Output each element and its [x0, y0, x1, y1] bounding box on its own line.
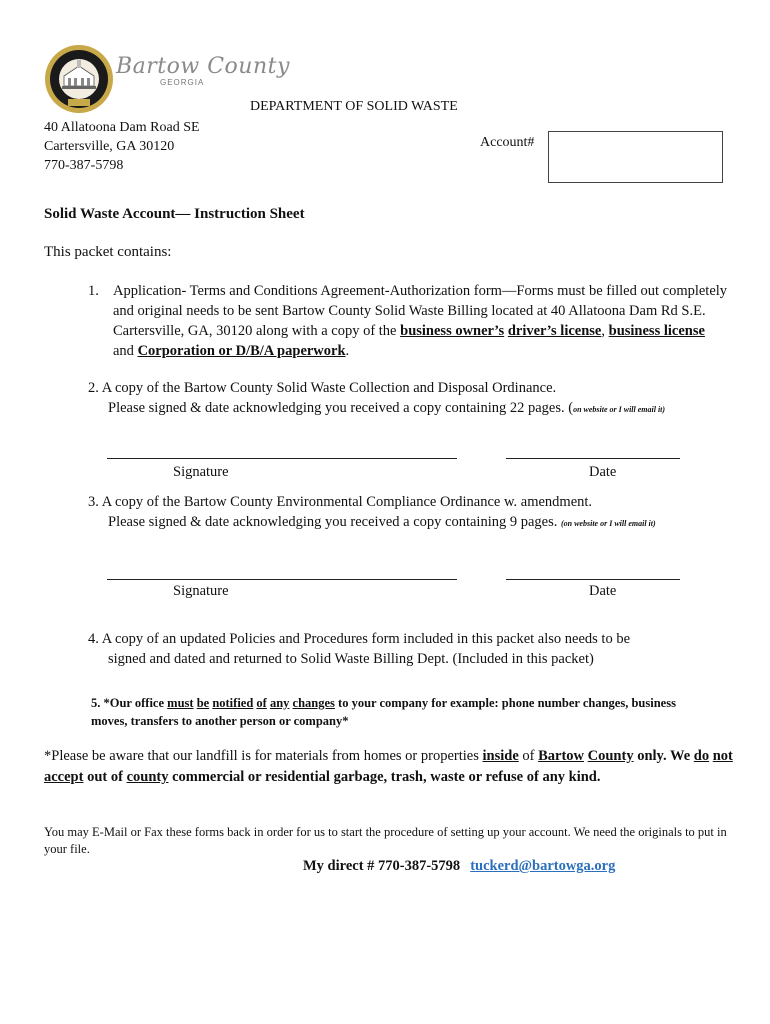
list-item-5 [91, 694, 711, 730]
address-street: 40 Allatoona Dam Road SE [44, 120, 200, 135]
signature-line-1[interactable] [107, 458, 457, 459]
item5-rest: to your company for example: phone number changes, business moves, transfers to another person or company* [91, 696, 676, 728]
email-fax-note: You may E-Mail or Fax these forms back in order for us to start the procedure of setting up your account. We need the originals to put in your file. [44, 825, 727, 856]
item4-line2: signed and dated and returned to Solid Waste Billing Dept. (Included in this packet) [108, 651, 594, 667]
document-title: Solid Waste Account— Instruction Sheet [44, 206, 305, 222]
signature-line-2[interactable] [107, 579, 457, 580]
item2-line2 [108, 398, 738, 420]
notice-not: not [712, 748, 733, 764]
item3-note: (on website or I will email it) [560, 519, 656, 528]
address-phone: 770-387-5798 [44, 158, 124, 173]
item-number: 1. [88, 283, 99, 299]
item1-text: Application- Terms and Conditions Agreement-Authorization form—Forms must be filled out completely and original needs to be sent Bartow County Solid Waste Billing located at 40 Allatoona Dam Rd S.E. Cartersville, GA, 30120 along with a copy of the [113, 283, 728, 339]
direct-phone: My direct # 770-387-5798 [303, 858, 461, 874]
business-license-text: business license [608, 323, 705, 339]
notice-accept: accept [44, 769, 84, 785]
county-seal-logo [44, 44, 114, 114]
item5-notified: notified [212, 696, 254, 710]
item-text [113, 281, 728, 361]
notice-rest: commercial or residential garbage, trash, waste or refuse of any kind. [168, 769, 601, 785]
list-item-4 [88, 629, 738, 669]
item4-line1: 4. A copy of an updated Policies and Procedures form included in this packet also needs to be [88, 631, 631, 647]
item5-must: must [167, 696, 194, 710]
date-label-2: Date [589, 583, 617, 599]
and-text: and [113, 343, 138, 359]
notice-lead: *Please be aware that our landfill is for materials from homes or properties [44, 748, 483, 764]
item5-changes: changes [292, 696, 335, 710]
intro-text: This packet contains: [44, 244, 172, 260]
item1-end: . [345, 343, 350, 359]
mailing-address [44, 118, 200, 175]
list-item-2 [88, 378, 738, 420]
email-link[interactable]: tuckerd@bartowga.org [470, 858, 616, 874]
date-label-1: Date [589, 464, 617, 480]
notice-of: of [518, 748, 539, 764]
item5-lead: 5. *Our office [91, 696, 168, 710]
notice-county: County [587, 748, 634, 764]
address-city: Cartersville, GA 30120 [44, 139, 175, 154]
item3-line2 [108, 512, 738, 534]
signature-label-2: Signature [173, 583, 229, 599]
date-line-1[interactable] [506, 458, 680, 459]
item5-of: of [256, 696, 267, 710]
notice-inside: inside [482, 748, 519, 764]
item3-line1: 3. A copy of the Bartow County Environmental Compliance Ordinance w. amendment. [88, 494, 593, 510]
notice-do: do [693, 748, 710, 764]
item2-note: on website or I will email it) [573, 405, 666, 414]
item3-line2-text: Please signed & date acknowledging you received a copy containing 9 pages. [108, 514, 561, 530]
separator: , [601, 323, 609, 339]
landfill-notice [44, 746, 734, 788]
account-label: Account# [480, 135, 535, 150]
item5-be: be [196, 696, 210, 710]
item2-line2-text: Please signed & date acknowledging you received a copy containing 22 pages. ( [108, 400, 574, 416]
department-heading: DEPARTMENT OF SOLID WASTE [250, 99, 458, 114]
notice-only: only [633, 748, 663, 764]
business-owner-text: business owner’s [400, 323, 505, 339]
list-item-3 [88, 492, 738, 534]
notice-county-2: county [126, 769, 169, 785]
direct-contact [303, 858, 615, 875]
account-number-field[interactable] [548, 131, 723, 183]
item2-line1: 2. A copy of the Bartow County Solid Waste Collection and Disposal Ordinance. [88, 380, 557, 396]
drivers-license-text: driver’s license [507, 323, 602, 339]
county-name-logo: Bartow County [116, 54, 290, 79]
list-item-1 [88, 281, 728, 361]
notice-out-of: out of [83, 769, 127, 785]
notice-we: . We [663, 748, 694, 764]
date-line-2[interactable] [506, 579, 680, 580]
notice-bartow: Bartow [538, 748, 585, 764]
item5-any: any [269, 696, 290, 710]
signature-label-1: Signature [173, 464, 229, 480]
corporation-paperwork-text: Corporation or D/B/A paperwork [137, 343, 346, 359]
county-state-logo: GEORGIA [160, 78, 205, 87]
